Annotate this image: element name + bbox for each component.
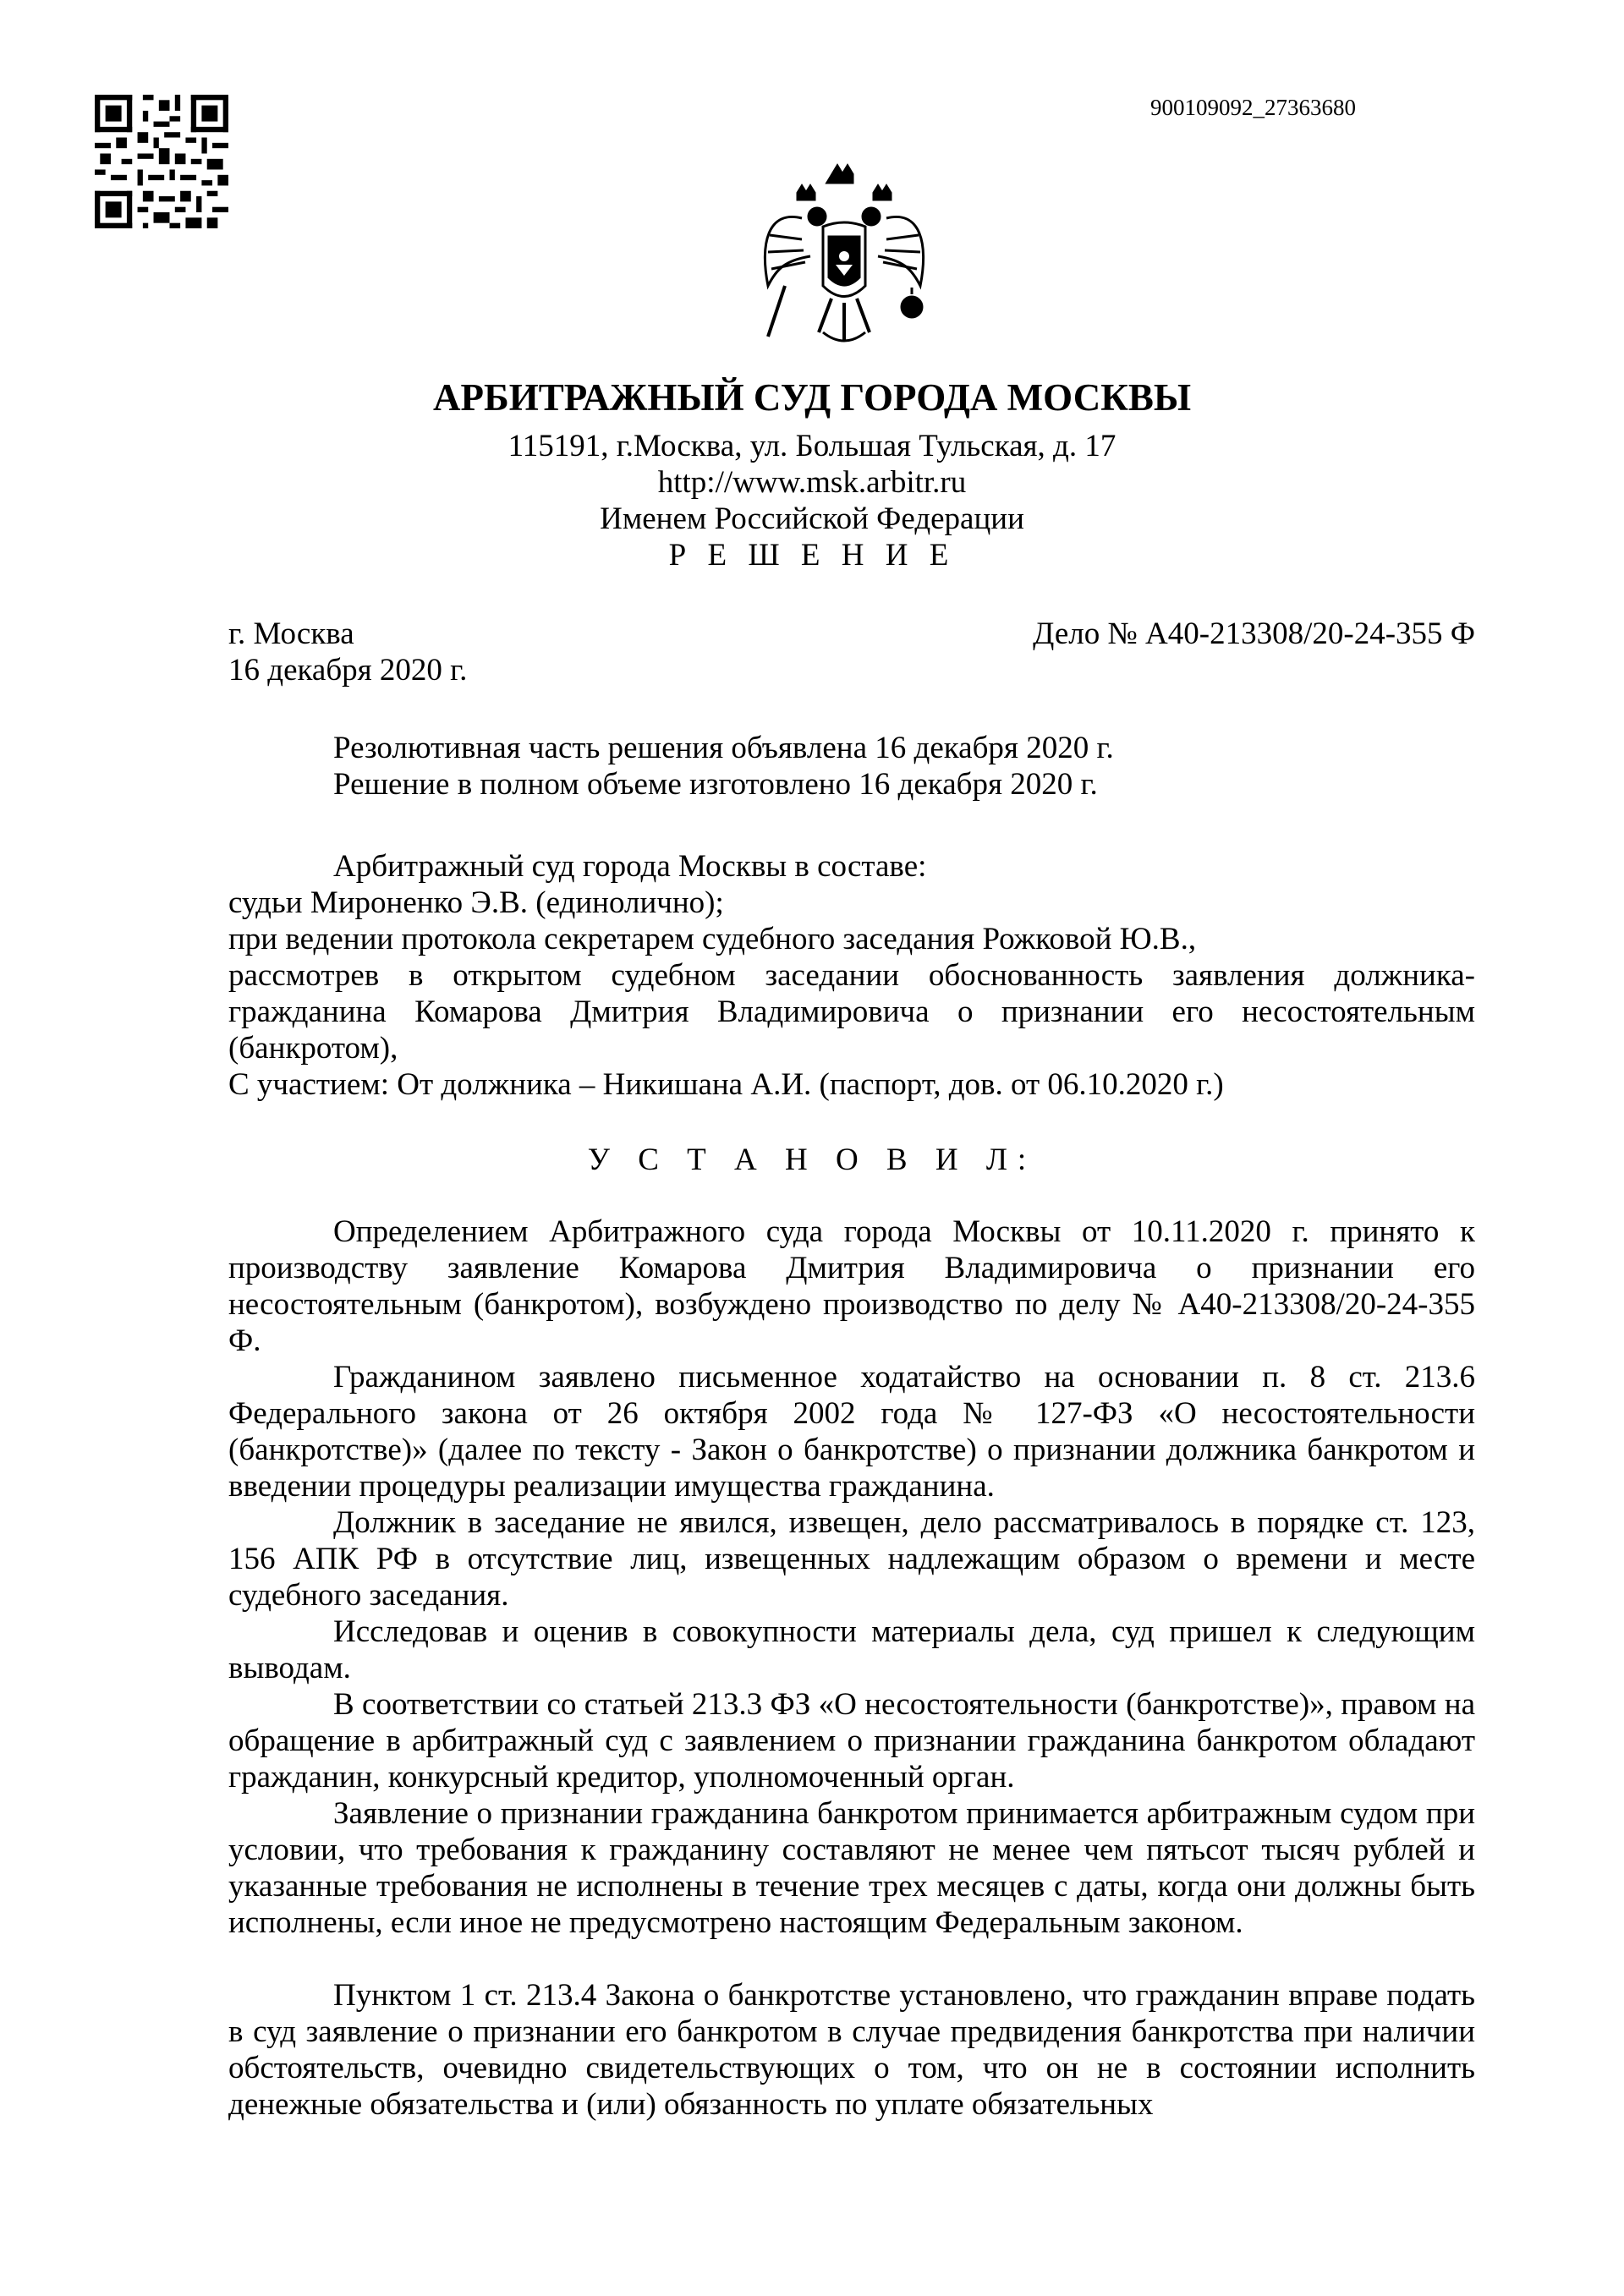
announcement-line-2: Решение в полном объеме изготовлено 16 декабря 2020 г.	[333, 767, 1098, 802]
document-id: 900109092_27363680	[1150, 95, 1356, 120]
composition-line-3: при ведении протокола секретарем судебного заседания Рожковой Ю.В.,	[228, 922, 1197, 956]
consideration-paragraph: рассмотрев в открытом судебном заседании обоснованность заявления должника-гражданина Комарова Дмитрия Владимировича о признании его несостоятельным (банкротом),	[228, 958, 1475, 1066]
in-the-name-line: Именем Российской Федерации	[600, 501, 1024, 536]
body-paragraph-7: Пунктом 1 ст. 213.4 Закона о банкротстве установлено, что гражданин вправе подать в суд заявление о признании его банкротом в случае предвидения банкротства при наличии обстоятельств, очевидно свидетельствующих о том, что он не в состоянии исполнить денежные обязательства и (или) обязанность по уплате обязательных	[228, 1978, 1475, 2122]
body-paragraph-5: В соответствии со статьей 213.3 ФЗ «О несостоятельности (банкротстве)», правом на обращение в арбитражный суд с заявлением о признании гражданина банкротом обладают гражданин, конкурсный кредитор, уполномоченный орган.	[228, 1687, 1475, 1795]
court-website: http://www.msk.arbitr.ru	[657, 465, 967, 500]
composition-line-2: судьи Мироненко Э.В. (единолично);	[228, 885, 724, 920]
composition-line-1: Арбитражный суд города Москвы в составе:	[333, 849, 927, 884]
court-name: АРБИТРАЖНЫЙ СУД ГОРОДА МОСКВЫ	[432, 376, 1192, 419]
city: г. Москва	[228, 616, 354, 651]
participation-line: С участием: От должника – Никишана А.И. (паспорт, дов. от 06.10.2020 г.)	[228, 1067, 1224, 1102]
coat-of-arms-emblem	[751, 159, 937, 362]
case-number: Дело № А40-213308/20-24-355 Ф	[1033, 616, 1475, 651]
decision-title: Р Е Ш Е Н И Е	[668, 538, 956, 573]
body-paragraph-1: Определением Арбитражного суда города Москвы от 10.11.2020 г. принято к производству заявление Комарова Дмитрия Владимировича о признании его несостоятельным (банкротом), возбуждено производство по делу № А40-213308/20-24-355 Ф.	[228, 1214, 1475, 1358]
body-paragraph-6: Заявление о признании гражданина банкротом принимается арбитражным судом при условии, что требования к гражданину составляют не менее чем пятьсот тысяч рублей и указанные требования не исполнены в течение трех месяцев с даты, когда они должны быть исполнены, если иное не предусмотрено настоящим Федеральным законом.	[228, 1796, 1475, 1940]
court-address: 115191, г.Москва, ул. Большая Тульская, д. 17	[508, 429, 1116, 463]
announcement-line-1: Резолютивная часть решения объявлена 16 декабря 2020 г.	[333, 731, 1114, 765]
body-paragraph-3: Должник в заседание не явился, извещен, дело рассматривалось в порядке ст. 123, 156 АПК РФ в отсутствие лиц, извещенных надлежащим образом о времени и месте судебного заседания.	[228, 1505, 1475, 1613]
established-heading: У С Т А Н О В И Л:	[587, 1143, 1037, 1177]
body-paragraph-2: Гражданином заявлено письменное ходатайство на основании п. 8 ст. 213.6 Федерального закона от 26 октября 2002 года № 127-ФЗ «О несостоятельности (банкротстве)» (далее по тексту - Закон о банкротстве) о признании должника банкротом и введении процедуры реализации имущества гражданина.	[228, 1360, 1475, 1504]
body-paragraph-4: Исследовав и оценив в совокупности материалы дела, суд пришел к следующим выводам.	[228, 1614, 1475, 1685]
qr-code	[95, 95, 228, 228]
decision-date: 16 декабря 2020 г.	[228, 653, 468, 688]
